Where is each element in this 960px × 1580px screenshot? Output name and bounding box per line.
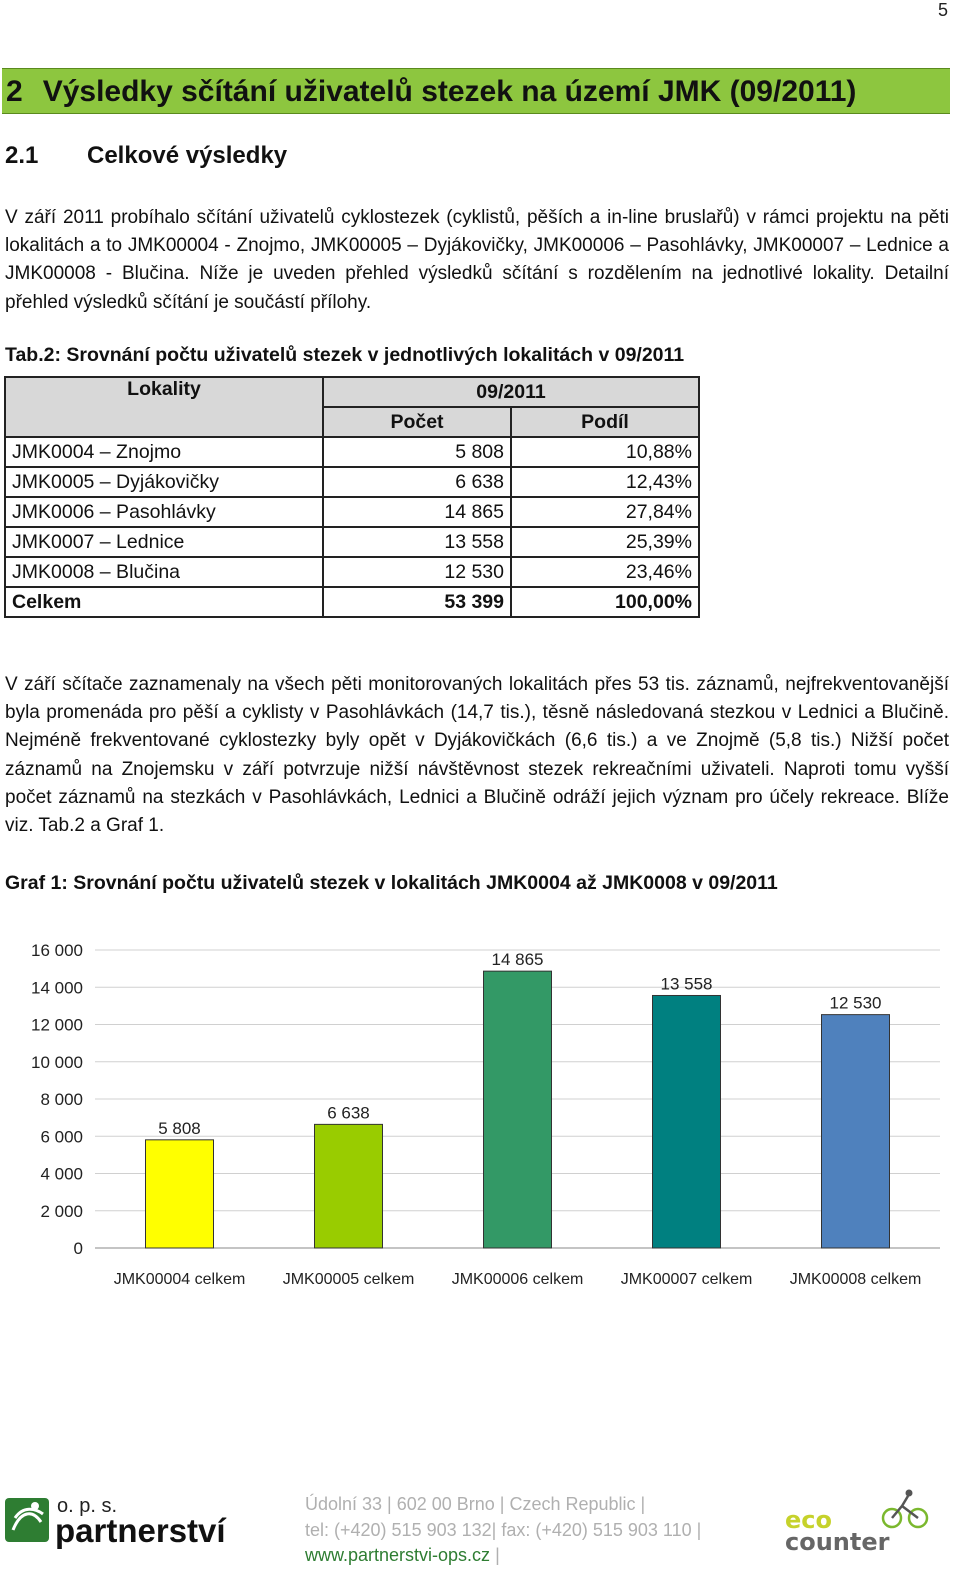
- row-name: JMK0008 – Blučina: [5, 557, 323, 587]
- header-locations: Lokality: [5, 377, 323, 437]
- y-tick-label: 4 000: [40, 1164, 83, 1184]
- chart-caption: Graf 1: Srovnání počtu uživatelů stezek v lokalitách JMK0004 až JMK0008 v 09/2011: [5, 872, 778, 894]
- bar: [146, 1140, 214, 1248]
- row-count: 5 808: [323, 437, 511, 467]
- row-share: 25,39%: [511, 527, 699, 557]
- y-tick-label: 2 000: [40, 1201, 83, 1221]
- header-count: Počet: [323, 407, 511, 437]
- row-count: 13 558: [323, 527, 511, 557]
- bar: [315, 1124, 383, 1248]
- bar: [484, 971, 552, 1248]
- y-tick-label: 10 000: [31, 1052, 83, 1072]
- org-name: partnerství: [55, 1512, 226, 1549]
- x-tick-label: JMK00008 celkem: [789, 1271, 922, 1288]
- row-share: 27,84%: [511, 497, 699, 527]
- results-table: [4, 376, 700, 618]
- intro-paragraph: V září 2011 probíhalo sčítání uživatelů cyklostezek (cyklistů, pěších a in-line bruslařů) v rámci projektu na pěti lokalitách a to JMK00004 - Znojmo, JMK00005 – Dyjákovičky, JMK00006 – Pasohlávky, JMK00007 – Lednice a JMK00008 - Blučina. Níže je uveden přehled výsledků sčítání s rozdělením na jednotlivé lokality. Detailní přehled výsledků sčítání je součástí přílohy.: [5, 207, 949, 313]
- footer-address: [305, 1492, 701, 1569]
- x-tick-label: JMK00006 celkem: [451, 1271, 584, 1288]
- address-line: Údolní 33 | 602 00 Brno | Czech Republic |: [305, 1494, 646, 1514]
- y-tick-label: 16 000: [31, 941, 83, 960]
- bar-value-label: 12 530: [829, 993, 882, 1013]
- bar-value-label: 5 808: [158, 1118, 201, 1138]
- header-period: 09/2011: [323, 377, 699, 407]
- row-count: 6 638: [323, 467, 511, 497]
- row-count: 14 865: [323, 497, 511, 527]
- table-row: [5, 467, 699, 497]
- total-share: 100,00%: [511, 587, 699, 617]
- row-count: 12 530: [323, 557, 511, 587]
- partnerstvi-logo-mark: [5, 1498, 49, 1542]
- table-caption: Tab.2: Srovnání počtu uživatelů stezek v jednotlivých lokalitách v 09/2011: [5, 344, 685, 366]
- row-share: 23,46%: [511, 557, 699, 587]
- partnerstvi-logo: [5, 1490, 255, 1550]
- y-tick-label: 12 000: [31, 1015, 83, 1035]
- x-tick-label: JMK00007 celkem: [620, 1271, 753, 1288]
- bar-value-label: 13 558: [660, 974, 713, 994]
- section-title: Výsledky sčítání uživatelů stezek na území JMK (09/2011): [42, 75, 857, 108]
- table-row: [5, 497, 699, 527]
- row-share: 10,88%: [511, 437, 699, 467]
- counter-word: counter: [785, 1528, 890, 1556]
- table-total-row: [5, 587, 699, 617]
- subsection-heading: [5, 142, 287, 170]
- y-tick-label: 6 000: [40, 1127, 83, 1147]
- website-separator: |: [495, 1545, 500, 1565]
- table-row: [5, 527, 699, 557]
- x-tick-label: JMK00004 celkem: [113, 1271, 246, 1288]
- bar-value-label: 6 638: [327, 1103, 370, 1123]
- row-name: JMK0005 – Dyjákovičky: [5, 467, 323, 497]
- section-heading: [2, 68, 950, 114]
- subsection-number: 2.1: [5, 142, 39, 169]
- row-name: JMK0006 – Pasohlávky: [5, 497, 323, 527]
- bar: [653, 995, 721, 1248]
- eco-counter-logo: [780, 1488, 955, 1556]
- row-name: JMK0004 – Znojmo: [5, 437, 323, 467]
- total-name: Celkem: [5, 587, 323, 617]
- website-link[interactable]: www.partnerstvi-ops.cz: [305, 1545, 491, 1565]
- row-share: 12,43%: [511, 467, 699, 497]
- row-name: JMK0007 – Lednice: [5, 527, 323, 557]
- page-number: 5: [937, 0, 948, 20]
- y-tick-label: 0: [73, 1239, 83, 1258]
- x-tick-label: JMK00005 celkem: [282, 1271, 415, 1288]
- bar-chart: [0, 930, 960, 1300]
- org-prefix: o. p. s.: [57, 1495, 118, 1517]
- section-number: 2: [6, 75, 23, 108]
- table-row: [5, 557, 699, 587]
- table-row: [5, 437, 699, 467]
- bar-value-label: 14 865: [491, 950, 544, 970]
- eco-word: eco: [785, 1506, 832, 1534]
- bar: [822, 1015, 890, 1248]
- y-tick-label: 14 000: [31, 978, 83, 998]
- subsection-title: Celkové výsledky: [87, 142, 288, 169]
- contact-line: tel: (+420) 515 903 132| fax: (+420) 515 903 110 |: [305, 1519, 702, 1540]
- header-share: Podíl: [511, 407, 699, 437]
- y-tick-label: 8 000: [40, 1090, 83, 1109]
- total-count: 53 399: [323, 587, 511, 617]
- analysis-paragraph: V září sčítače zaznamenaly na všech pěti monitorovaných lokalitách přes 53 tis. záznamů, nejfrekventovanější byla promenáda pro pěší a cyklisty v Pasohlávkách (14,7 tis.), těsně následovaná stezkou v Lednici a Blučině. Nejméně frekventované cyklostezky byly opět v Dyjákovičkách (6,6 tis.) a ve Znojmě (5,8 tis.) Nižší počet záznamů na Znojemsku v září potvrzuje nižší návštěvnost stezek rekreačními uživateli. Naproti tomu vyšší počet záznamů na stezkách v Pasohlávkách, Lednici a Blučině odráží jejich význam pro účely rekreace. Blíže viz. Tab.2 a Graf 1.: [5, 674, 949, 837]
